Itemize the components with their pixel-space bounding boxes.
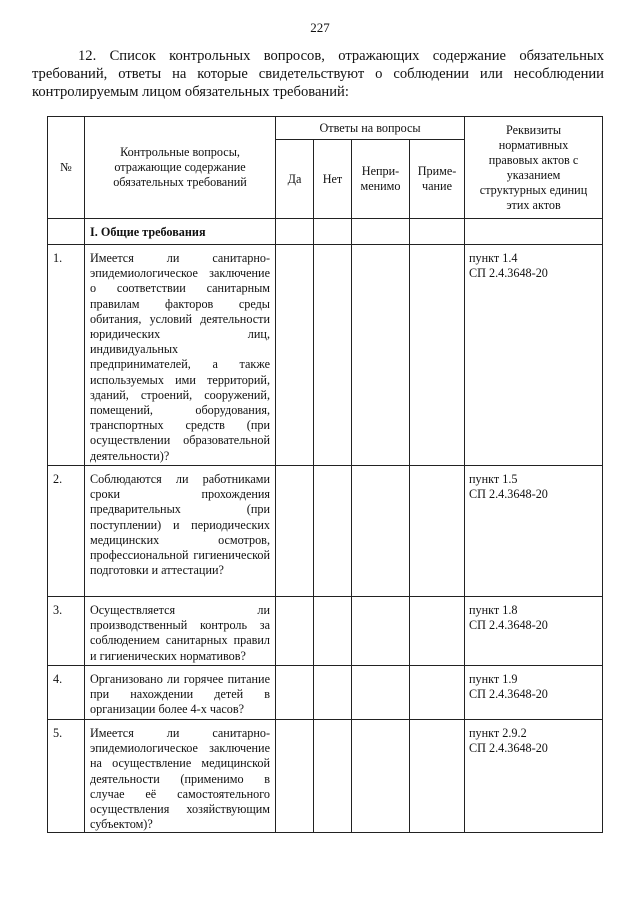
row-question: Организовано ли горячее питание при нахождении детей в организации более 4-х часов? bbox=[85, 666, 276, 720]
answer-yes-cell[interactable] bbox=[276, 666, 314, 720]
answer-yes-cell[interactable] bbox=[276, 720, 314, 833]
answer-not-applicable-cell[interactable] bbox=[352, 720, 410, 833]
requisite-act: СП 2.4.3648-20 bbox=[469, 266, 548, 280]
checklist-table bbox=[47, 116, 603, 833]
requisite-act: СП 2.4.3648-20 bbox=[469, 487, 548, 501]
header-not-applicable: Непри-менимо bbox=[352, 140, 410, 219]
section-title: I. Общие требования bbox=[85, 219, 276, 245]
table-row bbox=[48, 466, 603, 597]
answer-no-cell[interactable] bbox=[314, 597, 352, 666]
answer-not-applicable-cell[interactable] bbox=[352, 245, 410, 466]
answer-note-cell[interactable] bbox=[410, 666, 465, 720]
row-number: 2. bbox=[48, 466, 85, 597]
answer-note-cell[interactable] bbox=[410, 720, 465, 833]
page-number: 227 bbox=[310, 20, 330, 35]
table-row bbox=[48, 245, 603, 466]
requisite-act: СП 2.4.3648-20 bbox=[469, 687, 548, 701]
requisite-clause: пункт 1.4 bbox=[469, 251, 518, 265]
header-answers: Ответы на вопросы bbox=[276, 117, 465, 140]
row-number: 5. bbox=[48, 720, 85, 833]
row-question: Соблюдаются ли работниками сроки прохождения предварительных (при поступлении) и периодических медицинских осмотров, профессиональной гигиенической подготовки и аттестации? bbox=[85, 466, 276, 597]
answer-no-cell[interactable] bbox=[314, 466, 352, 597]
requisite-act: СП 2.4.3648-20 bbox=[469, 741, 548, 755]
row-requisites bbox=[465, 245, 603, 466]
answer-no-cell[interactable] bbox=[314, 666, 352, 720]
table-row bbox=[48, 720, 603, 833]
answer-no-cell[interactable] bbox=[314, 720, 352, 833]
answer-not-applicable-cell[interactable] bbox=[352, 666, 410, 720]
answer-yes-cell[interactable] bbox=[276, 597, 314, 666]
requisite-clause: пункт 1.8 bbox=[469, 603, 518, 617]
answer-not-applicable-cell[interactable] bbox=[352, 597, 410, 666]
row-requisites bbox=[465, 466, 603, 597]
header-number: № bbox=[48, 117, 85, 219]
table-row bbox=[48, 597, 603, 666]
answer-note-cell[interactable] bbox=[410, 245, 465, 466]
header-no: Нет bbox=[314, 140, 352, 219]
requisite-clause: пункт 1.5 bbox=[469, 472, 518, 486]
row-requisites bbox=[465, 666, 603, 720]
header-question: Контрольные вопросы, отражающие содержание обязательных требований bbox=[85, 117, 276, 219]
requisite-clause: пункт 1.9 bbox=[469, 672, 518, 686]
row-question: Имеется ли санитарно-эпидемиологическое заключение на осуществление медицинской деятельности (применимо в случае её самостоятельного осуществления хозяйствующим субъектом)? bbox=[85, 720, 276, 833]
answer-yes-cell[interactable] bbox=[276, 245, 314, 466]
answer-not-applicable-cell[interactable] bbox=[352, 466, 410, 597]
row-question: Имеется ли санитарно-эпидемиологическое заключение о соответствии санитарным правилам факторов среды обитания, условий деятельности юридических лиц, индивидуальных предпринимателей, а также используемых ими территорий, зданий, строений, сооружений, помещений, оборудования, транспортных средств (при осуществлении образовательной деятельности)? bbox=[85, 245, 276, 466]
row-number: 3. bbox=[48, 597, 85, 666]
header-yes: Да bbox=[276, 140, 314, 219]
answer-note-cell[interactable] bbox=[410, 466, 465, 597]
header-requisites: Реквизиты нормативных правовых актов с указанием структурных единиц этих актов bbox=[465, 117, 603, 219]
requisite-clause: пункт 2.9.2 bbox=[469, 726, 527, 740]
answer-note-cell[interactable] bbox=[410, 597, 465, 666]
answer-yes-cell[interactable] bbox=[276, 466, 314, 597]
row-question: Осуществляется ли производственный контроль за соблюдением санитарных правил и гигиенических нормативов? bbox=[85, 597, 276, 666]
row-requisites bbox=[465, 720, 603, 833]
row-requisites bbox=[465, 597, 603, 666]
requisite-act: СП 2.4.3648-20 bbox=[469, 618, 548, 632]
row-number: 1. bbox=[48, 245, 85, 466]
section-row bbox=[48, 219, 603, 245]
table-row bbox=[48, 666, 603, 720]
answer-no-cell[interactable] bbox=[314, 245, 352, 466]
section-heading: 12. Список контрольных вопросов, отражающих содержание обязательных требований, ответы на которые свидетельствуют о соблюдении или несоблюдении контролируемым лицом обязательных требований: bbox=[32, 48, 604, 100]
header-row-top bbox=[48, 117, 603, 140]
row-number: 4. bbox=[48, 666, 85, 720]
header-note: Приме-чание bbox=[410, 140, 465, 219]
